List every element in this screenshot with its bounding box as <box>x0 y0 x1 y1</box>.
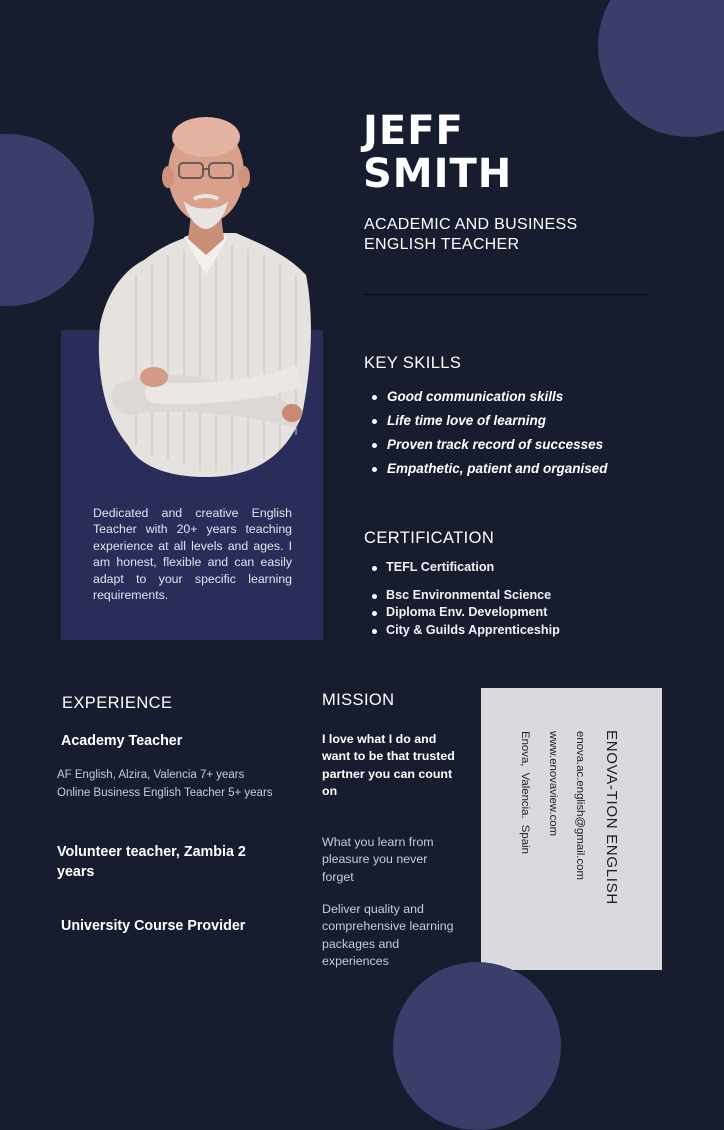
profile-summary: Dedicated and creative English Teacher with 20+ years teaching experience at all levels and ages. I am honest, flexible and can easily adapt to your specific learning requirements. <box>93 506 292 603</box>
certification-item: City & Guilds Apprenticeship <box>386 622 560 640</box>
skill-item: Life time love of learning <box>387 409 608 433</box>
key-skills-list <box>387 385 608 481</box>
job-details <box>57 767 282 802</box>
brand-name: ENOVA-TION ENGLISH <box>603 730 620 905</box>
mission-text: Deliver quality and comprehensive learning packages and experiences <box>322 902 454 968</box>
decor-circle-bottom <box>393 962 561 1130</box>
last-name: SMITH <box>363 151 513 197</box>
certification-list <box>386 559 560 639</box>
mission-statement: I love what I do and want to be that trusted partner you can count on <box>322 732 455 798</box>
certification-item: Diploma Env. Development <box>386 604 560 622</box>
divider <box>364 294 649 295</box>
contact-location: Enova, Valencia. Spain <box>519 731 531 854</box>
decor-circle-left <box>0 134 94 306</box>
experience-heading: EXPERIENCE <box>62 694 173 712</box>
job-detail-line: AF English, Alzira, Valencia 7+ years <box>57 769 245 781</box>
profile-photo <box>96 115 316 477</box>
job-detail-line: Online Business English Teacher 5+ years <box>57 786 273 799</box>
decor-circle-top-right <box>598 0 724 137</box>
certification-item: TEFL Certification <box>386 559 560 577</box>
mission-heading: MISSION <box>322 691 395 709</box>
first-name: JEFF <box>363 108 464 154</box>
contact-website[interactable]: www.enovaview.com <box>547 731 559 837</box>
certification-item: Bsc Environmental Science <box>386 587 560 605</box>
contact-card <box>481 688 662 970</box>
job-title-university: University Course Provider <box>61 918 246 934</box>
job-title: ACADEMIC AND BUSINESS ENGLISH TEACHER <box>364 216 578 253</box>
job-title-volunteer: Volunteer teacher, Zambia 2 years <box>57 844 246 880</box>
skill-item: Good communication skills <box>387 385 608 409</box>
job-title-academy: Academy Teacher <box>61 733 183 749</box>
key-skills-heading: KEY SKILLS <box>364 354 462 372</box>
mission-text: What you learn from pleasure you never forget <box>322 835 434 884</box>
person-name <box>363 110 512 196</box>
skill-item: Proven track record of successes <box>387 433 608 457</box>
certification-heading: CERTIFICATION <box>364 529 495 547</box>
skill-item: Empathetic, patient and organised <box>387 457 608 481</box>
contact-email[interactable]: enova.ac.english@gmail.com <box>574 731 586 880</box>
